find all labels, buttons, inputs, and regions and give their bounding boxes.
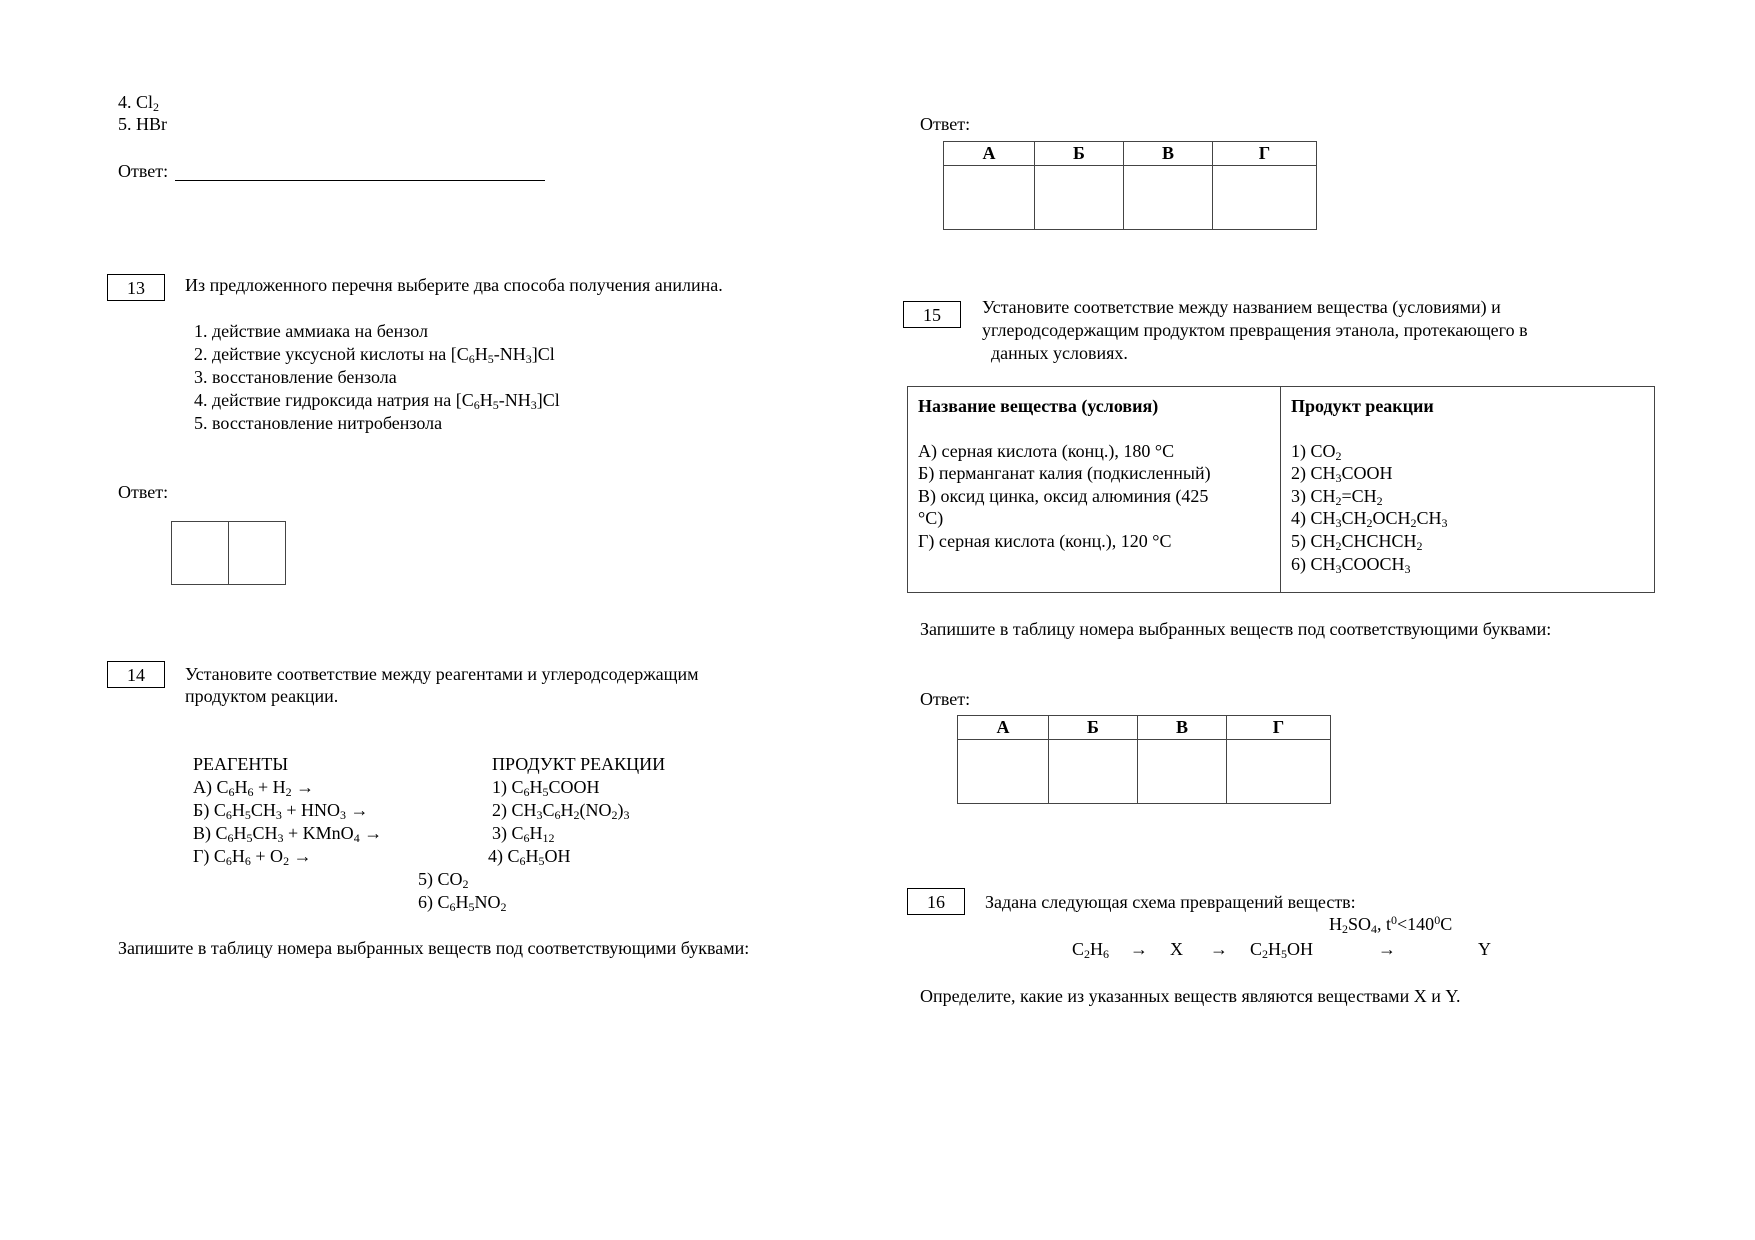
prev-option-5: 5. HBr [118, 114, 167, 134]
q13-option-2: 2. действие уксусной кислоты на $[C_6H_5-NH_3]Cl$ [194, 344, 555, 366]
q14-answer-label: Ответ: [920, 114, 971, 134]
q15-answer-header-v: В [1138, 716, 1227, 740]
q15-col2-header: Продукт реакции [1291, 396, 1434, 416]
q16-scheme-arrow-2: → [1210, 939, 1228, 959]
q13-answer-label: Ответ: [118, 482, 169, 502]
q14-product-5: 5) $CO_2$ [418, 869, 469, 891]
q15-product-6: 6) $CH_3COOCH_3$ [1291, 553, 1411, 576]
q14-answer-header-b: Б [1035, 142, 1124, 166]
q15-product-5: 5) $CH_2CHCHCH_2$ [1291, 530, 1423, 553]
q15-product-1: 1) $CO_2$ [1291, 440, 1342, 463]
q14-products-header: ПРОДУКТ РЕАКЦИИ [492, 754, 666, 774]
q15-product-2: 2) $CH_3COOH$ [1291, 463, 1393, 486]
question-15-number: 15 [903, 301, 961, 328]
q16-scheme-y: Y [1478, 939, 1491, 959]
q14-product-2: 2) $CH_3C_6H_2(NO_2)_3$ [492, 800, 630, 822]
q14-product-1: 1) $C_6H_5COOH$ [492, 777, 600, 799]
q14-instruction: Запишите в таблицу номера выбранных веществ под соответствующими буквами: [118, 938, 750, 958]
q15-answer-header-a: А [958, 716, 1049, 740]
q14-answer-table [943, 141, 1317, 230]
q15-condition-a: А) серная кислота (конц.), 180 °C [918, 440, 1175, 461]
q13-option-1: 1. действие аммиака на бензол [194, 321, 429, 341]
question-16-number: 16 [907, 888, 965, 915]
q16-question: Определите, какие из указанных веществ являются веществами X и Y. [920, 986, 1461, 1006]
q15-condition-g: Г) серная кислота (конц.), 120 °C [918, 530, 1172, 551]
q14-product-3: 3) $C_6H_{12}$ [492, 823, 555, 845]
q16-scheme-arrow-1: → [1130, 939, 1148, 959]
q13-answer-boxes [171, 521, 286, 585]
q13-answer-cell-1[interactable] [172, 522, 229, 585]
question-15-text-line3: данных условиях. [991, 343, 1128, 363]
q13-answer-cell-2[interactable] [229, 522, 286, 585]
question-15-text-line1: Установите соответствие между названием вещества (условиями) и [982, 297, 1501, 317]
q14-answer-cell-b[interactable] [1035, 166, 1124, 230]
question-13-text: Из предложенного перечня выберите два способа получения анилина. [185, 275, 723, 295]
q14-answer-cell-g[interactable] [1213, 166, 1317, 230]
q15-col1-header: Название вещества (условия) [918, 396, 1159, 416]
q15-product-3: 3) $CH_2=CH_2$ [1291, 485, 1383, 508]
q16-scheme-condition: $H_2SO_4$, $t^0<140^0C$ [1329, 913, 1453, 936]
q15-answer-cell-b[interactable] [1049, 740, 1138, 804]
q15-instruction: Запишите в таблицу номера выбранных веществ под соответствующими буквами: [920, 619, 1552, 639]
q15-conditions-table [907, 386, 1655, 593]
prev-answer-label: Ответ: [118, 161, 169, 181]
q14-answer-header-a: А [944, 142, 1035, 166]
q15-answer-cell-v[interactable] [1138, 740, 1227, 804]
q15-answer-cell-g[interactable] [1227, 740, 1331, 804]
q15-answer-header-b: Б [1049, 716, 1138, 740]
q15-answer-table [957, 715, 1331, 804]
question-14-text-line1: Установите соответствие между реагентами и углеродсодержащим [185, 664, 699, 684]
question-14-number: 14 [107, 661, 165, 688]
q14-answer-cell-v[interactable] [1124, 166, 1213, 230]
q15-answer-label: Ответ: [920, 689, 971, 709]
question-15-text-line2: углеродсодержащим продуктом превращения этанола, протекающего в [982, 320, 1528, 340]
q14-answer-header-v: В [1124, 142, 1213, 166]
q15-answer-header-g: Г [1227, 716, 1331, 740]
q14-reagent-b: Б) $C_6H_5CH_3 + HNO_3$ → [193, 800, 369, 822]
q15-condition-v-cont: °C) [918, 508, 944, 529]
q13-option-4: 4. действие гидроксида натрия на $[C_6H_5-NH_3]Cl$ [194, 390, 560, 412]
q16-scheme-x: X [1170, 939, 1183, 959]
q14-product-4: 4) $C_6H_5OH$ [488, 846, 571, 868]
q14-answer-cell-a[interactable] [944, 166, 1035, 230]
q14-reagent-g: Г) $C_6H_6 + O_2$ → [193, 846, 312, 868]
prev-answer-line[interactable] [175, 180, 545, 181]
question-16-text: Задана следующая схема превращений веществ: [985, 892, 1356, 912]
q15-answer-cell-a[interactable] [958, 740, 1049, 804]
q15-product-4: 4) $CH_3CH_2OCH_2CH_3$ [1291, 508, 1448, 531]
q14-reagent-v: В) $C_6H_5CH_3$ + KMnO$_4$ → [193, 823, 383, 845]
q16-scheme-arrow-3: → [1378, 939, 1396, 959]
q13-option-3: 3. восстановление бензола [194, 367, 397, 387]
q16-scheme-c2h5oh: $C_2H_5OH$ [1250, 939, 1314, 961]
q15-condition-v: В) оксид цинка, оксид алюминия (425 [918, 485, 1209, 506]
prev-option-4: 4. $Cl_2$ [118, 92, 160, 114]
question-14-text-line2: продуктом реакции. [185, 686, 339, 706]
q14-reagent-a: А) $C_6H_6 + H_2$ → [193, 777, 315, 799]
q15-condition-b: Б) перманганат калия (подкисленный) [918, 463, 1211, 484]
q16-scheme-c2h6: $C_2H_6$ [1072, 939, 1110, 961]
question-13-number: 13 [107, 274, 165, 301]
q13-option-5: 5. восстановление нитробензола [194, 413, 443, 433]
q14-answer-header-g: Г [1213, 142, 1317, 166]
q14-reagents-header: РЕАГЕНТЫ [193, 754, 289, 774]
q14-product-6: 6) $C_6H_5NO_2$ [418, 892, 507, 914]
